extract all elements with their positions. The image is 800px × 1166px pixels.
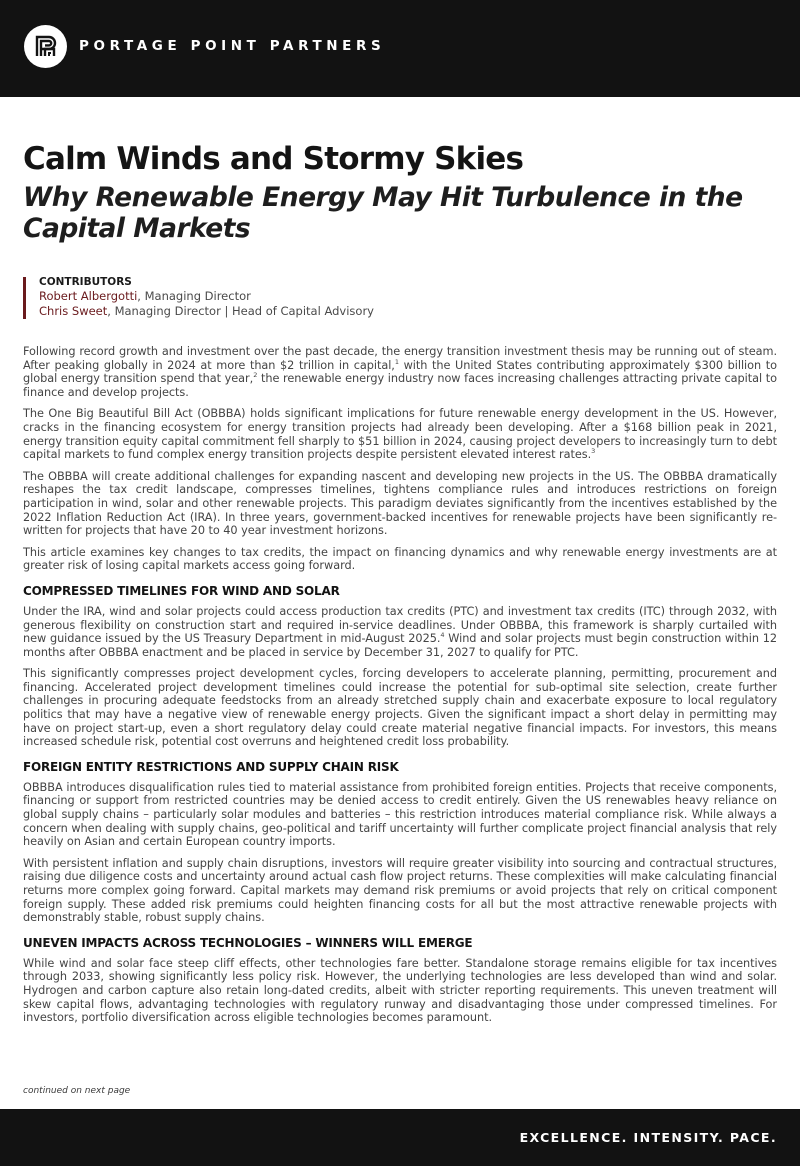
paragraph bbox=[23, 407, 777, 461]
paragraph-text: With persistent inflation and supply chain disruptions, investors will require greater visibility into sourcing and contractual structures, raising due diligence costs and uncertainty around actual cash flow project returns. These complexities will make calculating financial returns more complex going forward. Capital markets may demand risk premiums or avoid projects that rely on critical component foreign supply. These added risk premiums could heighten financing costs for all but the most attractive renewable projects with demonstrably stable, robust supply chains. bbox=[23, 856, 777, 925]
contributor-name: Robert Albergotti bbox=[39, 289, 138, 303]
paragraph bbox=[23, 857, 777, 925]
section-heading: COMPRESSED TIMELINES FOR WIND AND SOLAR bbox=[23, 583, 340, 598]
paragraph bbox=[23, 605, 777, 659]
paragraph-text: OBBBA introduces disqualification rules tied to material assistance from prohibited foreign entities. Projects that receive components, financing or support from restricted countries may be denied access to credit entirely. Given the US renewables heavy reliance on global supply chains – particularly solar modules and batteries – this restriction introduces material compliance risk. While always a concern when dealing with supply chains, geo-political and tariff uncertainty will further complicate project financial analysis that rely heavily on Asian and certain European country imports. bbox=[23, 780, 777, 849]
footnote-marker: 4 bbox=[440, 631, 445, 640]
footer-bar bbox=[0, 1109, 800, 1166]
brand-name: PORTAGE POINT PARTNERS bbox=[79, 38, 386, 54]
tagline: EXCELLENCE. INTENSITY. PACE. bbox=[519, 1130, 777, 1145]
paragraph bbox=[23, 345, 777, 399]
footnote-marker: 1 bbox=[394, 357, 399, 366]
paragraph-text: Wind and solar projects must begin construction within 12 months after OBBBA enactment and be placed in service by December 31, 2027 to qualify for PTC. bbox=[23, 632, 778, 659]
paragraph-text: This article examines key changes to tax credits, the impact on financing dynamics and why renewable energy investments are at greater risk of losing capital markets access going forward. bbox=[23, 545, 777, 573]
contributors-block bbox=[23, 275, 777, 319]
article bbox=[23, 139, 777, 1033]
continued-note: continued on next page bbox=[23, 1086, 131, 1096]
header-bar bbox=[0, 0, 800, 97]
section-heading: FOREIGN ENTITY RESTRICTIONS AND SUPPLY CHAIN RISK bbox=[23, 759, 399, 774]
contributor-line bbox=[39, 304, 777, 319]
footnote-marker: 2 bbox=[253, 371, 258, 380]
paragraph-text: Under the IRA, wind and solar projects could access production tax credits (PTC) and investment tax credits (ITC) through 2032, with generous flexibility on construction start and required in-service deadlines. Under OBBBA, this framework is sharply curtailed with new guidance issued by the US Treasury Department in mid-August 2025. bbox=[23, 604, 777, 646]
paragraph-text: with the United States contributing approximately $300 billion to global energy transition spend that year, bbox=[23, 358, 777, 386]
contributor-name: Chris Sweet bbox=[39, 304, 108, 318]
paragraph bbox=[23, 667, 777, 749]
footnote-marker: 3 bbox=[591, 447, 596, 456]
paragraph bbox=[23, 957, 777, 1025]
article-title: Calm Winds and Stormy Skies bbox=[23, 141, 524, 177]
paragraph-text: This significantly compresses project development cycles, forcing developers to accelerate planning, permitting, procurement and financing. Accelerated project development timelines could increase the potential for sub-optimal site selection, create further challenges in procuring adequate feedstocks from an already stretched supply chain and exacerbate exposure to local regulatory politics that may have a negative view of renewable energy projects. Given the significant impact a short delay in permitting may have on project start-up, even a short regulatory delay could create material negative financial impacts. For investors, this means increased schedule risk, potential cost overruns and heightened credit loss probability. bbox=[23, 667, 777, 749]
paragraph-text: The One Big Beautiful Bill Act (OBBBA) holds significant implications for future renewable energy development in the US. However, cracks in the financing ecosystem for energy transition projects had already been developing. After a $168 billion peak in 2021, energy transition equity capital commitment fell sharply to $51 billion in 2024, causing project developers to increasingly turn to debt capital markets to fund complex energy transition projects despite persistent elevated interest rates. bbox=[23, 407, 777, 462]
paragraph bbox=[23, 470, 777, 538]
paragraph-text: Following record growth and investment over the past decade, the energy transition investment thesis may be running out of steam. After peaking globally in 2024 at more than $2 trillion in capital, bbox=[23, 345, 777, 372]
paragraph bbox=[23, 781, 777, 849]
contributor-role: , Managing Director bbox=[137, 289, 251, 303]
article-body bbox=[23, 345, 777, 1025]
paragraph-text: The OBBBA will create additional challenges for expanding nascent and developing new projects in the US. The OBBBA dramatically reshapes the tax credit landscape, compresses timelines, tightens compliance rules and introduces restrictions on foreign participation in wind, solar and other renewable projects. This paradigm deviates significantly from the incentives established by the 2022 Inflation Reduction Act (IRA). In three years, government-backed incentives for renewable projects have been significantly re-written for projects that have 20 to 40 year investment horizons. bbox=[23, 469, 777, 538]
paragraph-text: While wind and solar face steep cliff effects, other technologies fare better. Standalone storage remains eligible for tax incentives through 2033, showing significantly less policy risk. However, the underlying technologies are less developed than wind and solar. Hydrogen and carbon capture also retain long-dated credits, albeit with stricter reporting requirements. This uneven treatment will skew capital flows, advantaging technologies with regulatory runway and disadvantaging those under compressed timelines. For investors, portfolio diversification across eligible technologies becomes paramount. bbox=[23, 956, 777, 1025]
contributor-role: , Managing Director | Head of Capital Advisory bbox=[107, 304, 374, 318]
contributors-heading: CONTRIBUTORS bbox=[39, 276, 132, 288]
contributor-line bbox=[39, 289, 777, 304]
section-heading: UNEVEN IMPACTS ACROSS TECHNOLOGIES – WINNERS WILL EMERGE bbox=[23, 935, 473, 950]
paragraph-text: the renewable energy industry now faces increasing challenges attracting private capital to finance and develop projects. bbox=[23, 372, 777, 399]
paragraph bbox=[23, 546, 777, 573]
article-subtitle: Why Renewable Energy May Hit Turbulence in the Capital Markets bbox=[23, 182, 743, 244]
portage-point-logo-icon bbox=[24, 25, 67, 68]
